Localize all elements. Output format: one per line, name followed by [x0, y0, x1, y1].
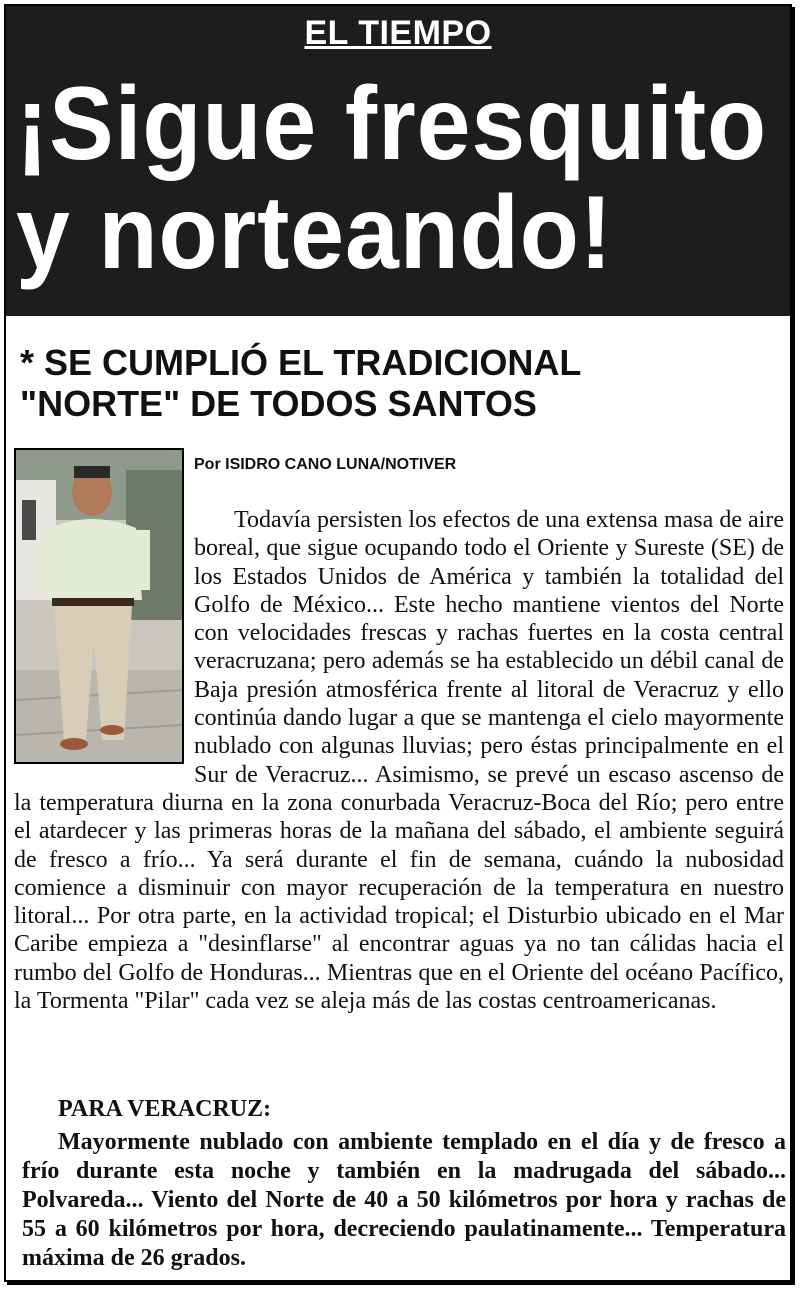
photo-space: [14, 506, 190, 768]
newspaper-clipping: [4, 4, 792, 1282]
subheadline-line-2: "NORTE" DE TODOS SANTOS: [20, 383, 537, 425]
subheadline: [20, 342, 780, 425]
headline: [16, 66, 768, 292]
subheadline-line-1: * SE CUMPLIÓ EL TRADICIONAL: [20, 342, 582, 383]
article-paragraph: Todavía persisten los efectos de una extensa masa de aire boreal, que sigue ocupando todo el Oriente y Sureste (SE) de los Estados Unidos de América y también la totalidad del Golfo de México... Este hecho mantiene vientos del Norte con velocidades frescas y rachas fuertes en la costa central veracruzana; pero además se ha establecido un débil canal de Baja presión atmosférica frente al litoral de Veracruz y ello continúa dando lugar a que se mantenga el cielo mayormente nublado con algunas lluvias; pero éstas principalmente en el Sur de Veracruz... Asimismo, se prevé un escaso ascenso de la temperatura diurna en la zona conurbada Veracruz-Boca del Río; pero entre el atardecer y las primeras horas de la mañana del sábado, el ambiente seguirá de fresco a frío... Ya será durante el fin de semana, cuándo la nubosidad comience a disminuir con mayor recuperación de la temperatura en nuestro litoral... Por otra parte, en la actividad tropical; el Disturbio ubicado en el Mar Caribe empieza a "desinflarse" al encontrar aguas ya no tan cálidas hacia el rumbo del Golfo de Honduras... Mientras que en el Oriente del océano Pacífico, la Tormenta "Pilar" cada vez se aleja más de las costas centroamericanas.: [14, 507, 784, 1015]
section-label: EL TIEMPO: [304, 14, 492, 52]
forecast-title: PARA VERACRUZ:: [58, 1096, 272, 1122]
header-banner: [6, 6, 790, 316]
headline-line-2: y norteando!: [16, 175, 613, 292]
headline-line-1: ¡Sigue fresquito: [16, 66, 768, 182]
forecast-text: Mayormente nublado con ambiente templado en el día y de fresco a frío durante esta noche y también en la madrugada del sábado... Polvareda... Viento del Norte de 40 a 50 kilómetros por hora y rachas de 55 a 60 kilómetros por hora, decreciendo paulatinamente... Temperatura máxima de 26 grados.: [22, 1129, 786, 1271]
byline: Por ISIDRO CANO LUNA/NOTIVER: [194, 456, 457, 473]
article-body: [6, 506, 790, 1015]
